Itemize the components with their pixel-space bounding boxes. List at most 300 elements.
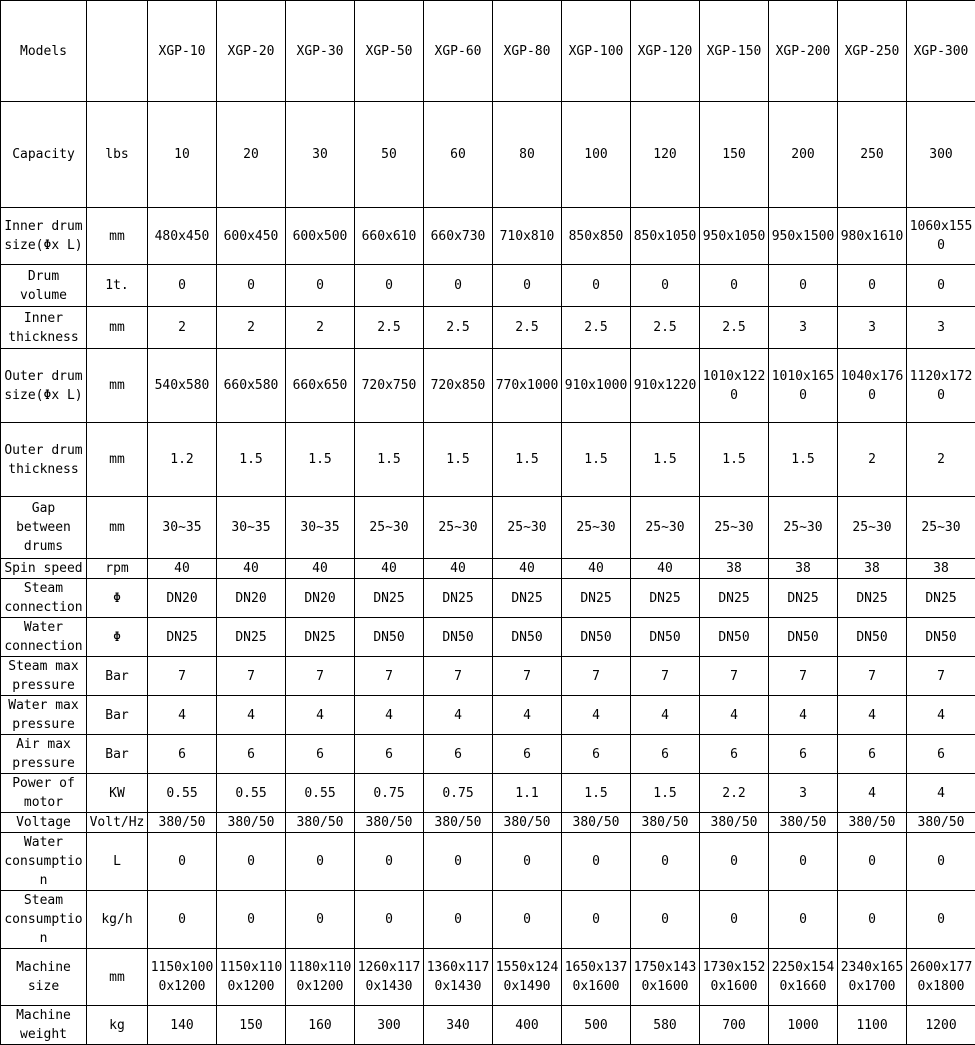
value-cell: 0	[562, 833, 631, 891]
table-row	[1, 349, 975, 423]
header-unit-cell	[87, 1, 148, 102]
value-cell: 6	[355, 735, 424, 774]
row-unit-cell: Φ	[87, 618, 148, 657]
value-cell: 300	[355, 1006, 424, 1045]
value-cell: 0	[907, 833, 975, 891]
value-cell: 2	[907, 423, 975, 497]
row-label-cell: Outer drum size(Φx L)	[1, 349, 87, 423]
value-cell: 0	[217, 833, 286, 891]
value-cell: 380/50	[217, 813, 286, 833]
value-cell: DN25	[424, 579, 493, 618]
value-cell: 7	[286, 657, 355, 696]
table-row	[1, 618, 975, 657]
value-cell: 1.5	[286, 423, 355, 497]
value-cell: DN50	[631, 618, 700, 657]
row-label-cell: Steam connection	[1, 579, 87, 618]
value-cell: 40	[217, 559, 286, 579]
value-cell: 480x450	[148, 208, 217, 265]
value-cell: DN20	[148, 579, 217, 618]
value-cell: 140	[148, 1006, 217, 1045]
row-label-cell: Water connection	[1, 618, 87, 657]
value-cell: 2600x1770x1800	[907, 949, 975, 1006]
value-cell: 0	[562, 891, 631, 949]
value-cell: 0.55	[286, 774, 355, 813]
model-cell: XGP-10	[148, 1, 217, 102]
value-cell: 380/50	[286, 813, 355, 833]
value-cell: 6	[907, 735, 975, 774]
value-cell: 380/50	[907, 813, 975, 833]
row-label-cell: Outer drum thickness	[1, 423, 87, 497]
value-cell: 0	[700, 891, 769, 949]
value-cell: 50	[355, 102, 424, 208]
value-cell: 770x1000	[493, 349, 562, 423]
value-cell: 2.5	[631, 307, 700, 349]
row-unit-cell: rpm	[87, 559, 148, 579]
value-cell: 0	[769, 265, 838, 307]
value-cell: 1360x1170x1430	[424, 949, 493, 1006]
value-cell: 60	[424, 102, 493, 208]
value-cell: 1.5	[217, 423, 286, 497]
value-cell: 0	[838, 891, 907, 949]
value-cell: 1.5	[562, 774, 631, 813]
value-cell: 0	[148, 265, 217, 307]
value-cell: DN50	[355, 618, 424, 657]
value-cell: 3	[769, 307, 838, 349]
value-cell: 0	[424, 265, 493, 307]
value-cell: DN25	[907, 579, 975, 618]
value-cell: 1.5	[769, 423, 838, 497]
value-cell: 850x1050	[631, 208, 700, 265]
value-cell: 0.75	[424, 774, 493, 813]
value-cell: 150	[700, 102, 769, 208]
value-cell: 40	[355, 559, 424, 579]
header-label-cell: Models	[1, 1, 87, 102]
value-cell: 150	[217, 1006, 286, 1045]
value-cell: 2.5	[700, 307, 769, 349]
value-cell: 40	[562, 559, 631, 579]
value-cell: 2.5	[562, 307, 631, 349]
value-cell: 25~30	[700, 497, 769, 559]
value-cell: 7	[769, 657, 838, 696]
table-row	[1, 813, 975, 833]
row-unit-cell: mm	[87, 497, 148, 559]
value-cell: 2.5	[424, 307, 493, 349]
value-cell: 1.5	[700, 423, 769, 497]
value-cell: DN50	[562, 618, 631, 657]
value-cell: 160	[286, 1006, 355, 1045]
header-row	[1, 1, 975, 102]
row-unit-cell: mm	[87, 208, 148, 265]
value-cell: DN25	[562, 579, 631, 618]
value-cell: 850x850	[562, 208, 631, 265]
value-cell: 2250x1540x1660	[769, 949, 838, 1006]
value-cell: 660x650	[286, 349, 355, 423]
value-cell: 0	[493, 833, 562, 891]
table-row	[1, 307, 975, 349]
value-cell: 380/50	[700, 813, 769, 833]
value-cell: 4	[355, 696, 424, 735]
value-cell: 200	[769, 102, 838, 208]
value-cell: 250	[838, 102, 907, 208]
value-cell: 0	[493, 265, 562, 307]
model-cell: XGP-60	[424, 1, 493, 102]
value-cell: 1010x1650	[769, 349, 838, 423]
value-cell: 1650x1370x1600	[562, 949, 631, 1006]
row-label-cell: Steam consumption	[1, 891, 87, 949]
value-cell: 4	[217, 696, 286, 735]
value-cell: 7	[562, 657, 631, 696]
value-cell: 380/50	[838, 813, 907, 833]
value-cell: 1100	[838, 1006, 907, 1045]
value-cell: DN25	[631, 579, 700, 618]
value-cell: 600x500	[286, 208, 355, 265]
value-cell: 4	[907, 774, 975, 813]
value-cell: 6	[562, 735, 631, 774]
value-cell: 2	[838, 423, 907, 497]
value-cell: 980x1610	[838, 208, 907, 265]
value-cell: 0	[631, 833, 700, 891]
value-cell: 80	[493, 102, 562, 208]
table-row	[1, 559, 975, 579]
value-cell: 340	[424, 1006, 493, 1045]
table-row	[1, 1006, 975, 1045]
value-cell: 1.5	[424, 423, 493, 497]
value-cell: 6	[769, 735, 838, 774]
table-row	[1, 265, 975, 307]
value-cell: 1.1	[493, 774, 562, 813]
value-cell: 1550x1240x1490	[493, 949, 562, 1006]
value-cell: 0	[838, 265, 907, 307]
value-cell: 0	[562, 265, 631, 307]
value-cell: 380/50	[493, 813, 562, 833]
row-label-cell: Water consumption	[1, 833, 87, 891]
value-cell: 30~35	[148, 497, 217, 559]
value-cell: DN25	[217, 618, 286, 657]
row-unit-cell: mm	[87, 949, 148, 1006]
value-cell: 4	[493, 696, 562, 735]
value-cell: 0.75	[355, 774, 424, 813]
value-cell: DN25	[838, 579, 907, 618]
value-cell: 7	[148, 657, 217, 696]
value-cell: 710x810	[493, 208, 562, 265]
row-unit-cell: Bar	[87, 735, 148, 774]
value-cell: 0	[838, 833, 907, 891]
value-cell: 2.5	[493, 307, 562, 349]
value-cell: 6	[148, 735, 217, 774]
value-cell: 25~30	[769, 497, 838, 559]
value-cell: 1.5	[355, 423, 424, 497]
value-cell: 6	[286, 735, 355, 774]
value-cell: 40	[424, 559, 493, 579]
table-row	[1, 949, 975, 1006]
row-unit-cell: kg	[87, 1006, 148, 1045]
value-cell: 0	[769, 891, 838, 949]
value-cell: 1.5	[631, 774, 700, 813]
value-cell: 910x1220	[631, 349, 700, 423]
model-cell: XGP-100	[562, 1, 631, 102]
model-cell: XGP-80	[493, 1, 562, 102]
value-cell: 700	[700, 1006, 769, 1045]
value-cell: 6	[631, 735, 700, 774]
value-cell: 0	[148, 833, 217, 891]
row-label-cell: Water max pressure	[1, 696, 87, 735]
value-cell: 40	[631, 559, 700, 579]
value-cell: 0	[217, 891, 286, 949]
value-cell: 0	[286, 833, 355, 891]
table-row	[1, 735, 975, 774]
value-cell: 7	[907, 657, 975, 696]
value-cell: 4	[700, 696, 769, 735]
value-cell: 100	[562, 102, 631, 208]
row-label-cell: Air max pressure	[1, 735, 87, 774]
value-cell: 910x1000	[562, 349, 631, 423]
value-cell: 30~35	[217, 497, 286, 559]
table-row	[1, 208, 975, 265]
value-cell: 0.55	[217, 774, 286, 813]
value-cell: 0	[286, 265, 355, 307]
value-cell: 1120x1720	[907, 349, 975, 423]
value-cell: 0	[700, 265, 769, 307]
value-cell: 0	[217, 265, 286, 307]
value-cell: 580	[631, 1006, 700, 1045]
value-cell: 7	[838, 657, 907, 696]
value-cell: 4	[424, 696, 493, 735]
value-cell: 38	[700, 559, 769, 579]
row-unit-cell: lbs	[87, 102, 148, 208]
model-cell: XGP-150	[700, 1, 769, 102]
value-cell: 0.55	[148, 774, 217, 813]
table-row	[1, 102, 975, 208]
value-cell: 0	[631, 891, 700, 949]
value-cell: 40	[148, 559, 217, 579]
value-cell: 4	[286, 696, 355, 735]
value-cell: 4	[769, 696, 838, 735]
row-unit-cell: Bar	[87, 657, 148, 696]
value-cell: 2340x1650x1700	[838, 949, 907, 1006]
model-cell: XGP-50	[355, 1, 424, 102]
row-label-cell: Steam max pressure	[1, 657, 87, 696]
value-cell: 7	[217, 657, 286, 696]
value-cell: 4	[907, 696, 975, 735]
value-cell: 0	[907, 265, 975, 307]
value-cell: 400	[493, 1006, 562, 1045]
value-cell: 1200	[907, 1006, 975, 1045]
value-cell: 25~30	[493, 497, 562, 559]
table-row	[1, 657, 975, 696]
value-cell: DN25	[700, 579, 769, 618]
value-cell: 4	[562, 696, 631, 735]
value-cell: 500	[562, 1006, 631, 1045]
row-label-cell: Gap between drums	[1, 497, 87, 559]
table-row	[1, 696, 975, 735]
value-cell: 380/50	[424, 813, 493, 833]
value-cell: 1150x1000x1200	[148, 949, 217, 1006]
value-cell: 25~30	[355, 497, 424, 559]
value-cell: DN20	[217, 579, 286, 618]
model-cell: XGP-300	[907, 1, 975, 102]
table-row	[1, 891, 975, 949]
row-unit-cell: mm	[87, 349, 148, 423]
row-unit-cell: 1t.	[87, 265, 148, 307]
row-unit-cell: mm	[87, 307, 148, 349]
value-cell: 6	[424, 735, 493, 774]
value-cell: 40	[493, 559, 562, 579]
value-cell: 1730x1520x1600	[700, 949, 769, 1006]
value-cell: 2.5	[355, 307, 424, 349]
value-cell: 6	[700, 735, 769, 774]
value-cell: 3	[769, 774, 838, 813]
value-cell: 720x850	[424, 349, 493, 423]
value-cell: 4	[631, 696, 700, 735]
value-cell: 0	[631, 265, 700, 307]
value-cell: 660x580	[217, 349, 286, 423]
row-label-cell: Voltage	[1, 813, 87, 833]
value-cell: 950x1500	[769, 208, 838, 265]
value-cell: 950x1050	[700, 208, 769, 265]
value-cell: 25~30	[907, 497, 975, 559]
value-cell: 1040x1760	[838, 349, 907, 423]
value-cell: 1060x1550	[907, 208, 975, 265]
value-cell: 4	[148, 696, 217, 735]
model-cell: XGP-200	[769, 1, 838, 102]
value-cell: 1750x1430x1600	[631, 949, 700, 1006]
row-label-cell: Inner drum size(Φx L)	[1, 208, 87, 265]
value-cell: 0	[907, 891, 975, 949]
table-row	[1, 497, 975, 559]
value-cell: 660x730	[424, 208, 493, 265]
value-cell: 40	[286, 559, 355, 579]
value-cell: 6	[838, 735, 907, 774]
value-cell: 3	[907, 307, 975, 349]
value-cell: 0	[355, 891, 424, 949]
row-unit-cell: Φ	[87, 579, 148, 618]
value-cell: 2	[148, 307, 217, 349]
row-label-cell: Machine weight	[1, 1006, 87, 1045]
row-label-cell: Power of motor	[1, 774, 87, 813]
value-cell: DN50	[424, 618, 493, 657]
value-cell: 660x610	[355, 208, 424, 265]
value-cell: 30	[286, 102, 355, 208]
value-cell: 380/50	[355, 813, 424, 833]
value-cell: 380/50	[631, 813, 700, 833]
value-cell: 1260x1170x1430	[355, 949, 424, 1006]
value-cell: 7	[424, 657, 493, 696]
value-cell: 0	[424, 891, 493, 949]
value-cell: 1000	[769, 1006, 838, 1045]
row-label-cell: Spin speed	[1, 559, 87, 579]
value-cell: DN25	[493, 579, 562, 618]
model-cell: XGP-250	[838, 1, 907, 102]
value-cell: DN50	[493, 618, 562, 657]
value-cell: 3	[838, 307, 907, 349]
row-unit-cell: L	[87, 833, 148, 891]
value-cell: DN50	[907, 618, 975, 657]
value-cell: 0	[355, 265, 424, 307]
value-cell: 300	[907, 102, 975, 208]
value-cell: 25~30	[838, 497, 907, 559]
value-cell: 0	[769, 833, 838, 891]
value-cell: 25~30	[562, 497, 631, 559]
row-unit-cell: Bar	[87, 696, 148, 735]
value-cell: 38	[769, 559, 838, 579]
value-cell: DN25	[769, 579, 838, 618]
value-cell: 380/50	[562, 813, 631, 833]
value-cell: 0	[493, 891, 562, 949]
value-cell: DN50	[769, 618, 838, 657]
table-row	[1, 774, 975, 813]
model-cell: XGP-120	[631, 1, 700, 102]
value-cell: 2.2	[700, 774, 769, 813]
value-cell: 7	[631, 657, 700, 696]
value-cell: 1.2	[148, 423, 217, 497]
row-label-cell: Capacity	[1, 102, 87, 208]
value-cell: 25~30	[631, 497, 700, 559]
value-cell: DN50	[838, 618, 907, 657]
table-row	[1, 833, 975, 891]
value-cell: 540x580	[148, 349, 217, 423]
row-label-cell: Machine size	[1, 949, 87, 1006]
value-cell: 120	[631, 102, 700, 208]
row-label-cell: Drum volume	[1, 265, 87, 307]
value-cell: 7	[700, 657, 769, 696]
value-cell: 0	[700, 833, 769, 891]
value-cell: DN25	[286, 618, 355, 657]
value-cell: 25~30	[424, 497, 493, 559]
value-cell: 1010x1220	[700, 349, 769, 423]
value-cell: 38	[838, 559, 907, 579]
value-cell: 6	[493, 735, 562, 774]
model-cell: XGP-30	[286, 1, 355, 102]
value-cell: 1.5	[493, 423, 562, 497]
value-cell: DN25	[148, 618, 217, 657]
value-cell: 720x750	[355, 349, 424, 423]
value-cell: 10	[148, 102, 217, 208]
row-unit-cell: KW	[87, 774, 148, 813]
model-cell: XGP-20	[217, 1, 286, 102]
table-row	[1, 423, 975, 497]
value-cell: 1180x1100x1200	[286, 949, 355, 1006]
value-cell: 2	[217, 307, 286, 349]
row-label-cell: Inner thickness	[1, 307, 87, 349]
value-cell: 6	[217, 735, 286, 774]
value-cell: 1.5	[562, 423, 631, 497]
row-unit-cell: Volt/Hz	[87, 813, 148, 833]
value-cell: 4	[838, 696, 907, 735]
value-cell: 4	[838, 774, 907, 813]
value-cell: 0	[286, 891, 355, 949]
row-unit-cell: mm	[87, 423, 148, 497]
value-cell: 7	[493, 657, 562, 696]
value-cell: 1150x1100x1200	[217, 949, 286, 1006]
row-unit-cell: kg/h	[87, 891, 148, 949]
value-cell: 600x450	[217, 208, 286, 265]
value-cell: 30~35	[286, 497, 355, 559]
value-cell: 380/50	[148, 813, 217, 833]
table-row	[1, 579, 975, 618]
value-cell: 0	[148, 891, 217, 949]
value-cell: 1.5	[631, 423, 700, 497]
value-cell: 7	[355, 657, 424, 696]
value-cell: DN25	[355, 579, 424, 618]
value-cell: 2	[286, 307, 355, 349]
value-cell: 20	[217, 102, 286, 208]
value-cell: 380/50	[769, 813, 838, 833]
value-cell: 0	[355, 833, 424, 891]
value-cell: 0	[424, 833, 493, 891]
value-cell: 38	[907, 559, 975, 579]
value-cell: DN50	[700, 618, 769, 657]
value-cell: DN20	[286, 579, 355, 618]
